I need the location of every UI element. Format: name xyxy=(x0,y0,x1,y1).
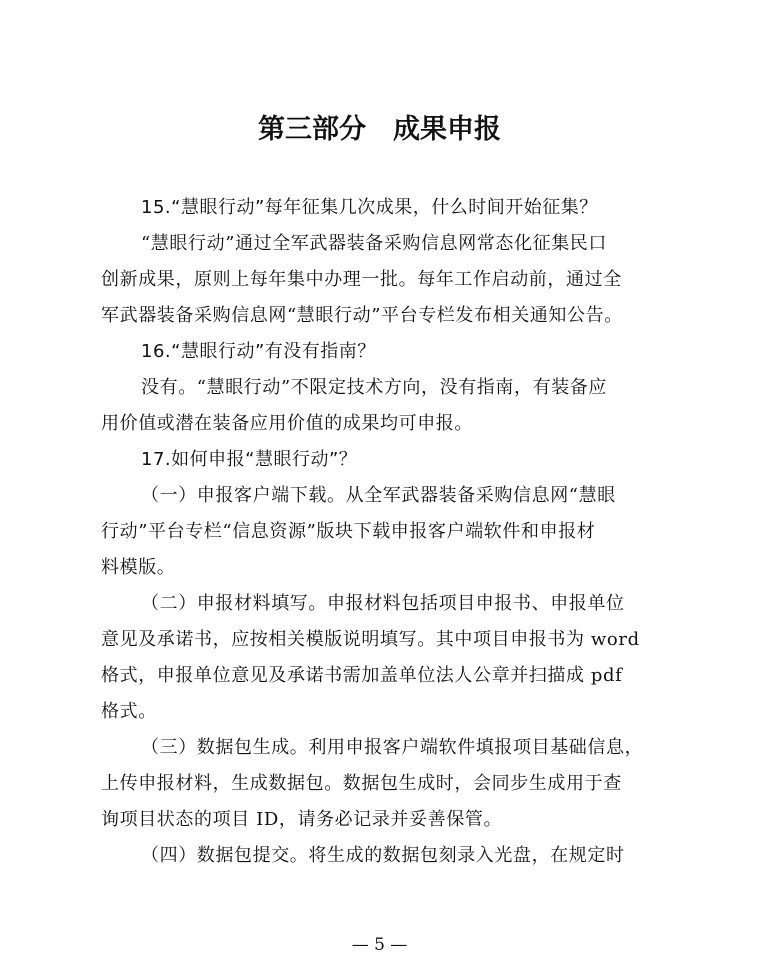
paragraph-line: （二）申报材料填写。申报材料包括项目申报书、申报单位 xyxy=(141,593,625,614)
paragraph-line: “慧眼行动”通过全军武器装备采购信息网常态化征集民口 xyxy=(141,233,608,254)
paragraph-line: 格式。 xyxy=(101,701,157,722)
page-number: — 5 — xyxy=(351,935,408,955)
paragraph-line: 军武器装备采购信息网“慧眼行动”平台专栏发布相关通知公告。 xyxy=(101,305,623,326)
paragraph-line: （三）数据包生成。利用申报客户端软件填报项目基础信息， xyxy=(141,737,644,758)
paragraph-line: 询项目状态的项目 ID，请务必记录并妥善保管。 xyxy=(101,809,503,830)
question-heading: 15.“慧眼行动”每年征集几次成果，什么时间开始征集？ xyxy=(141,197,598,218)
paragraph-line: 用价值或潜在装备应用价值的成果均可申报。 xyxy=(101,413,473,434)
paragraph-line: 格式，申报单位意见及承诺书需加盖单位法人公章并扫描成 pdf xyxy=(101,665,623,686)
paragraph-line: 没有。“慧眼行动”不限定技术方向，没有指南，有装备应 xyxy=(141,377,608,398)
paragraph-line: 料模版。 xyxy=(101,557,176,578)
body-content xyxy=(101,190,663,874)
paragraph-line: 上传申报材料，生成数据包。数据包生成时，会同步生成用于查 xyxy=(101,773,622,794)
paragraph-line: （一）申报客户端下载。从全军武器装备采购信息网“慧眼 xyxy=(141,485,616,506)
question-heading: 16.“慧眼行动”有没有指南？ xyxy=(141,341,376,362)
part-title: 第三部分 成果申报 xyxy=(258,114,501,145)
paragraph-line: （四）数据包提交。将生成的数据包刻录入光盘，在规定时 xyxy=(141,845,625,866)
paragraph-line: 意见及承诺书，应按相关模版说明填写。其中项目申报书为 word xyxy=(101,629,640,650)
paragraph-line: 行动”平台专栏“信息资源”版块下载申报客户端软件和申报材 xyxy=(101,521,596,542)
question-heading: 17.如何申报“慧眼行动”？ xyxy=(141,449,358,470)
paragraph-line: 创新成果，原则上每年集中办理一批。每年工作启动前，通过全 xyxy=(101,269,622,290)
